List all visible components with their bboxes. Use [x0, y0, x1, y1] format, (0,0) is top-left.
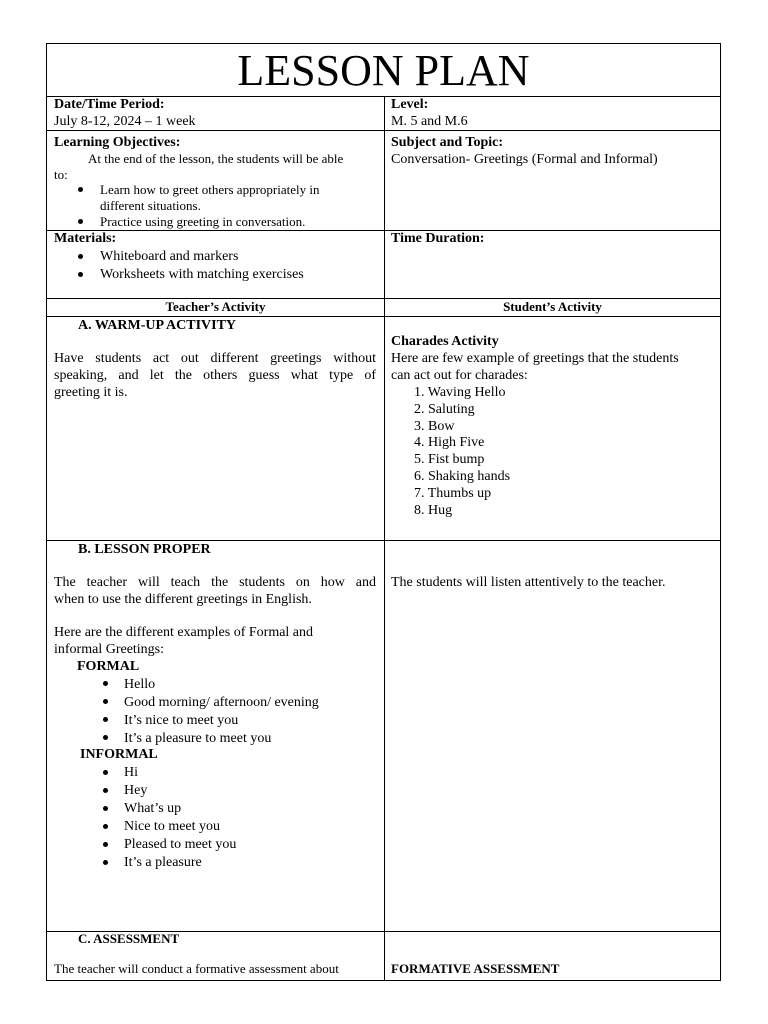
examples-line-1: Here are the different examples of Formal and	[54, 625, 314, 640]
objective-item-1-line-1: Learn how to greet others appropriately in	[100, 182, 320, 197]
formal-item: Hello	[124, 677, 156, 692]
warmup-text-line-2: speaking, and let the others guess what type of	[54, 368, 376, 383]
lesson-heading: B. LESSON PROPER	[78, 542, 211, 557]
bullet-icon	[103, 842, 108, 847]
bullet-icon	[103, 699, 108, 704]
formative-assessment-heading: FORMATIVE ASSESSMENT	[391, 961, 560, 976]
student-column-label: Student’s Activity	[503, 299, 602, 314]
subject-label: Subject and Topic:	[391, 135, 504, 150]
lesson-student-text: The students will listen attentively to the teacher.	[391, 575, 666, 590]
charades-item: 3. Bow	[414, 419, 455, 434]
objectives-label: Learning Objectives:	[54, 135, 181, 150]
charades-intro-line-2: can act out for charades:	[391, 368, 528, 383]
informal-label: INFORMAL	[80, 747, 158, 762]
formal-item: It’s nice to meet you	[124, 713, 239, 728]
objectives-intro-2: to:	[54, 167, 68, 182]
bullet-icon	[103, 788, 108, 793]
bullet-icon	[103, 824, 108, 829]
charades-item: 1. Waving Hello	[414, 385, 506, 400]
formal-label: FORMAL	[77, 659, 140, 674]
bullet-icon	[103, 860, 108, 865]
informal-item: Nice to meet you	[124, 819, 221, 834]
objectives-intro-1: At the end of the lesson, the students will be able	[88, 151, 344, 166]
examples-line-2: informal Greetings:	[54, 642, 165, 657]
bullet-icon	[103, 806, 108, 811]
informal-item: Hi	[124, 765, 138, 780]
charades-title: Charades Activity	[391, 334, 499, 349]
subject-value: Conversation- Greetings (Formal and Informal)	[391, 152, 658, 167]
assessment-text: The teacher will conduct a formative assessment about	[54, 961, 339, 976]
lesson-text-line-1: The teacher will teach the students on how and	[54, 575, 376, 590]
date-time-label: Date/Time Period:	[54, 97, 165, 112]
charades-item: 2. Saluting	[414, 402, 475, 417]
objective-item-2: Practice using greeting in conversation.	[100, 214, 306, 229]
formal-item: Good morning/ afternoon/ evening	[124, 695, 319, 710]
charades-item: 7. Thumbs up	[414, 486, 492, 501]
informal-item: Hey	[124, 783, 148, 798]
materials-label: Materials:	[54, 231, 117, 246]
bullet-icon	[103, 770, 108, 775]
objective-item-1-line-2: different situations.	[100, 198, 201, 213]
charades-item: 8. Hug	[414, 503, 453, 518]
charades-item: 4. High Five	[414, 435, 485, 450]
informal-item: It’s a pleasure	[124, 855, 202, 870]
lesson-text-line-2: when to use the different greetings in English.	[54, 592, 312, 607]
assessment-heading: C. ASSESSMENT	[78, 931, 180, 946]
bullet-icon	[78, 254, 83, 259]
charades-intro-line-1: Here are few example of greetings that the students	[391, 351, 679, 366]
bullet-icon	[78, 187, 83, 192]
level-value: M. 5 and M.6	[391, 114, 468, 129]
charades-item: 6. Shaking hands	[414, 469, 511, 484]
teacher-column-label: Teacher’s Activity	[165, 299, 266, 314]
warmup-text-line-3: greeting it is.	[54, 385, 128, 400]
charades-item: 5. Fist bump	[414, 452, 485, 467]
bullet-icon	[103, 717, 108, 722]
informal-item: What’s up	[124, 801, 182, 816]
bullet-icon	[78, 219, 83, 224]
bullet-icon	[78, 272, 83, 277]
materials-item-2: Worksheets with matching exercises	[100, 267, 304, 282]
time-duration-label: Time Duration:	[391, 231, 485, 246]
lesson-student-cell	[384, 540, 721, 932]
warmup-text-line-1: Have students act out different greetings without	[54, 351, 376, 366]
informal-item: Pleased to meet you	[124, 837, 237, 852]
bullet-icon	[103, 735, 108, 740]
warmup-heading: A. WARM-UP ACTIVITY	[78, 318, 237, 333]
level-label: Level:	[391, 97, 429, 112]
date-time-value: July 8-12, 2024 – 1 week	[54, 114, 196, 129]
page-title: LESSON PLAN	[237, 46, 530, 95]
bullet-icon	[103, 681, 108, 686]
formal-item: It’s a pleasure to meet you	[124, 731, 272, 746]
materials-item-1: Whiteboard and markers	[100, 249, 239, 264]
